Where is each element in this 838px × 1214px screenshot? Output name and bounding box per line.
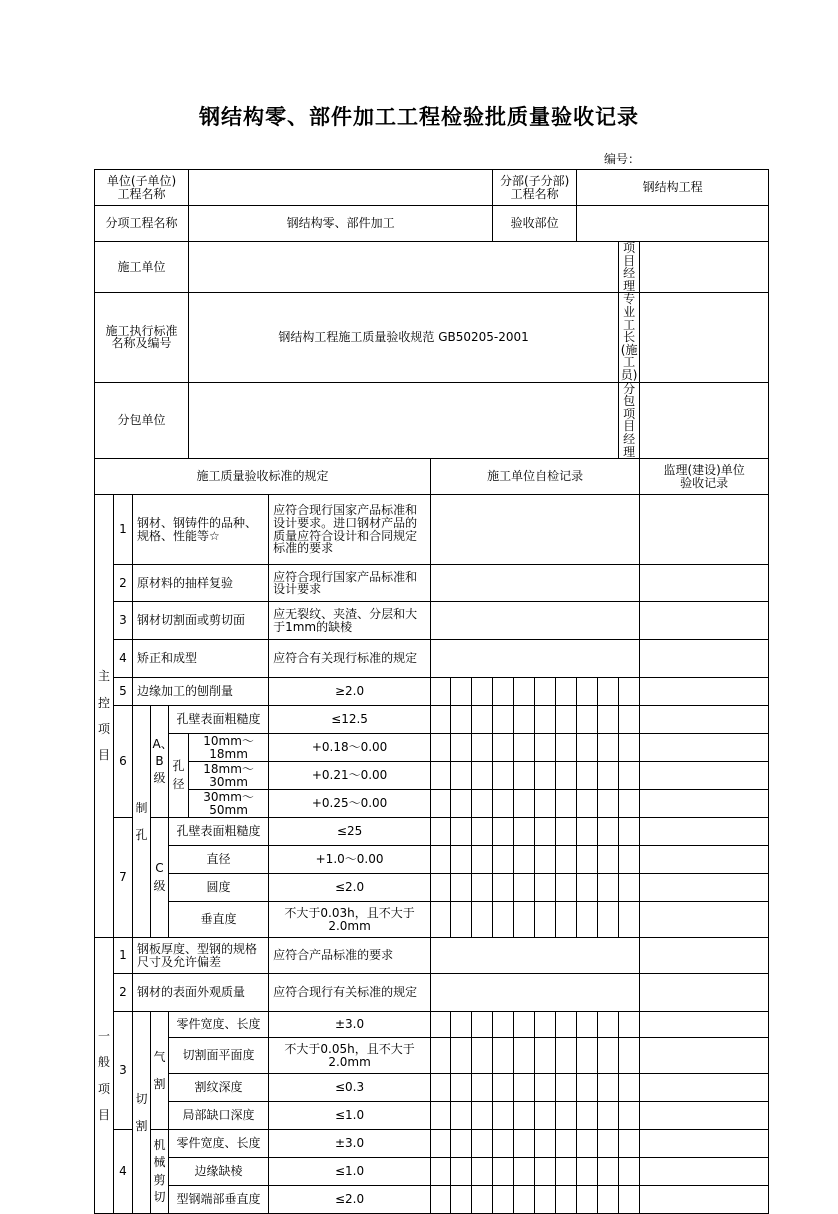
measure-cell: [577, 762, 598, 790]
measure-cell: [514, 1102, 535, 1130]
main-item-name: 边缘加工的刨削量: [133, 678, 269, 706]
main-item-no: 5: [114, 678, 133, 706]
main-item-no: 2: [114, 565, 133, 602]
cut-subitem-name: 型钢端部垂直度: [169, 1186, 269, 1214]
measure-cell: [535, 1158, 556, 1186]
measure-cell: [619, 1130, 640, 1158]
measure-cell: [431, 734, 451, 762]
measure-cell: [472, 790, 493, 818]
measure-cell: [598, 818, 619, 846]
measure-cell: [493, 1186, 514, 1214]
measure-cell: [598, 1012, 619, 1038]
hole-subitem-requirement: ≤12.5: [269, 706, 431, 734]
general-item-no: 3: [114, 1012, 133, 1130]
measure-cell: [577, 790, 598, 818]
measure-cell: [556, 1012, 577, 1038]
measure-cell: [535, 678, 556, 706]
measure-cell: [472, 1074, 493, 1102]
measure-cell: [577, 734, 598, 762]
hole-subitem-requirement: 不大于0.03h，且不大于2.0mm: [269, 902, 431, 938]
cutting-label: 切割: [133, 1012, 151, 1214]
measure-cell: [451, 1074, 472, 1102]
main-control-group-label: 主控项目: [95, 495, 114, 938]
measure-cell: [431, 1130, 451, 1158]
general-group-label: 一般项目: [95, 938, 114, 1214]
measure-cell: [619, 818, 640, 846]
general-item-requirement: 应符合现行有关标准的规定: [269, 974, 431, 1012]
measure-cell: [577, 1102, 598, 1130]
measure-cell: [598, 874, 619, 902]
measure-cell: [556, 762, 577, 790]
measure-cell: [472, 1130, 493, 1158]
supervisor-cell: [640, 640, 769, 678]
self-check-cell: [431, 565, 640, 602]
measure-cell: [493, 790, 514, 818]
supervisor-cell: [640, 846, 769, 874]
measure-cell: [431, 846, 451, 874]
measure-cell: [431, 1038, 451, 1074]
measure-cell: [598, 706, 619, 734]
measure-cell: [598, 790, 619, 818]
cut-subitem-requirement: ±3.0: [269, 1012, 431, 1038]
measure-cell: [514, 874, 535, 902]
measure-cell: [598, 1158, 619, 1186]
hole-subitem-name: 直径: [169, 846, 269, 874]
measure-cell: [619, 1158, 640, 1186]
measure-cell: [493, 762, 514, 790]
measure-cell: [577, 678, 598, 706]
measure-cell: [472, 1186, 493, 1214]
project-manager-label: 项目经理: [619, 242, 640, 293]
measure-cell: [577, 706, 598, 734]
supervisor-cell: [640, 1186, 769, 1214]
supervisor-cell: [640, 790, 769, 818]
measure-cell: [514, 818, 535, 846]
measure-cell: [619, 734, 640, 762]
measure-cell: [619, 790, 640, 818]
main-item-name: 钢材、钢铸件的品种、规格、性能等☆: [133, 495, 269, 565]
cut-subitem-name: 零件宽度、长度: [169, 1012, 269, 1038]
measure-cell: [472, 1102, 493, 1130]
accept-part-value: [577, 206, 769, 242]
measure-cell: [577, 1158, 598, 1186]
main-item-requirement: ≥2.0: [269, 678, 431, 706]
mechanical-shear-label: 机械剪切: [151, 1130, 169, 1214]
measure-cell: [535, 1074, 556, 1102]
cut-subitem-name: 局部缺口深度: [169, 1102, 269, 1130]
measure-cell: [619, 1038, 640, 1074]
hole-subitem-requirement: ≤2.0: [269, 874, 431, 902]
measure-cell: [556, 1130, 577, 1158]
measure-cell: [451, 874, 472, 902]
measure-cell: [577, 1038, 598, 1074]
main-item-no: 4: [114, 640, 133, 678]
supervisor-cell: [640, 818, 769, 846]
measure-cell: [577, 1186, 598, 1214]
measure-cell: [535, 874, 556, 902]
measure-cell: [472, 734, 493, 762]
hole-subitem-requirement: +0.21～0.00: [269, 762, 431, 790]
measure-cell: [619, 1186, 640, 1214]
measure-cell: [577, 874, 598, 902]
measure-cell: [598, 734, 619, 762]
supervisor-cell: [640, 874, 769, 902]
hole-subitem-name: 孔壁表面粗糙度: [169, 818, 269, 846]
general-item-no: 4: [114, 1130, 133, 1214]
cut-subitem-requirement: ≤0.3: [269, 1074, 431, 1102]
measure-cell: [472, 874, 493, 902]
measure-cell: [493, 678, 514, 706]
measure-cell: [451, 1102, 472, 1130]
measure-cell: [472, 846, 493, 874]
measure-cell: [619, 1074, 640, 1102]
self-check-cell: [431, 938, 640, 974]
measure-cell: [598, 1102, 619, 1130]
measure-cell: [535, 846, 556, 874]
measure-cell: [514, 734, 535, 762]
supervisor-cell: [640, 602, 769, 640]
measure-cell: [514, 762, 535, 790]
supervisor-cell: [640, 1038, 769, 1074]
main-item-no: 1: [114, 495, 133, 565]
measure-cell: [535, 790, 556, 818]
project-manager-value: [640, 242, 769, 293]
c-grade-label: C级: [151, 818, 169, 938]
unit-name-value: [189, 170, 493, 206]
sub-pm-label: 分 包 项目经理: [619, 382, 640, 459]
measure-cell: [472, 1012, 493, 1038]
measure-cell: [493, 818, 514, 846]
hole-making-label: 制孔: [133, 706, 151, 938]
measure-cell: [619, 846, 640, 874]
item-name-value: 钢结构零、部件加工: [189, 206, 493, 242]
measure-cell: [431, 1186, 451, 1214]
measure-cell: [598, 1130, 619, 1158]
standard-value: 钢结构工程施工质量验收规范 GB50205-2001: [189, 293, 619, 382]
supervisor-cell: [640, 1158, 769, 1186]
cut-subitem-name: 切割面平面度: [169, 1038, 269, 1074]
standard-label: 施工执行标准 名称及编号: [95, 293, 189, 382]
measure-cell: [535, 1186, 556, 1214]
measure-cell: [451, 1038, 472, 1074]
measure-cell: [431, 902, 451, 938]
main-item-no: 3: [114, 602, 133, 640]
measure-cell: [598, 678, 619, 706]
measure-cell: [598, 846, 619, 874]
measure-cell: [493, 706, 514, 734]
measure-cell: [514, 790, 535, 818]
measure-cell: [472, 762, 493, 790]
measure-cell: [472, 902, 493, 938]
measure-cell: [451, 790, 472, 818]
main-item-requirement: 应符合有关现行标准的规定: [269, 640, 431, 678]
standard-column-header: 施工质量验收标准的规定: [95, 459, 431, 495]
supervisor-cell: [640, 1012, 769, 1038]
main-item-name: 原材料的抽样复验: [133, 565, 269, 602]
subdivision-label: 分部(子分部) 工程名称: [493, 170, 577, 206]
self-check-cell: [431, 602, 640, 640]
measure-cell: [431, 706, 451, 734]
supervisor-cell: [640, 938, 769, 974]
measure-cell: [451, 1012, 472, 1038]
supervisor-cell: [640, 734, 769, 762]
general-item-requirement: 应符合产品标准的要求: [269, 938, 431, 974]
measure-cell: [451, 706, 472, 734]
subcontractor-label: 分包单位: [95, 382, 189, 459]
measure-cell: [472, 1158, 493, 1186]
self-check-cell: [431, 974, 640, 1012]
measure-cell: [472, 818, 493, 846]
measure-cell: [472, 706, 493, 734]
measure-cell: [514, 1130, 535, 1158]
measure-cell: [619, 678, 640, 706]
measure-cell: [598, 762, 619, 790]
hole-subitem-requirement: +1.0～0.00: [269, 846, 431, 874]
measure-cell: [451, 1186, 472, 1214]
measure-cell: [577, 1012, 598, 1038]
general-item-no: 2: [114, 974, 133, 1012]
measure-cell: [619, 1012, 640, 1038]
measure-cell: [535, 1038, 556, 1074]
cut-subitem-name: 零件宽度、长度: [169, 1130, 269, 1158]
measure-cell: [556, 818, 577, 846]
hole-subitem-name: 孔壁表面粗糙度: [169, 706, 269, 734]
measure-cell: [598, 1186, 619, 1214]
measure-cell: [451, 678, 472, 706]
measure-cell: [514, 1038, 535, 1074]
cut-subitem-requirement: 不大于0.05h，且不大于2.0mm: [269, 1038, 431, 1074]
measure-cell: [598, 902, 619, 938]
measure-cell: [431, 1158, 451, 1186]
hole-subitem-requirement: +0.18～0.00: [269, 734, 431, 762]
self-check-cell: [431, 640, 640, 678]
measure-cell: [598, 1038, 619, 1074]
measure-cell: [514, 706, 535, 734]
accept-part-label: 验收部位: [493, 206, 577, 242]
measure-cell: [451, 1158, 472, 1186]
measure-cell: [514, 1158, 535, 1186]
measure-cell: [577, 818, 598, 846]
general-item-name: 钢板厚度、型钢的规格尺寸及允许偏差: [133, 938, 269, 974]
supervisor-cell: [640, 762, 769, 790]
measure-cell: [431, 1102, 451, 1130]
measure-cell: [577, 902, 598, 938]
measure-cell: [431, 1012, 451, 1038]
measure-cell: [556, 846, 577, 874]
measure-cell: [556, 1074, 577, 1102]
foreman-value: [640, 293, 769, 382]
general-item-name: 钢材的表面外观质量: [133, 974, 269, 1012]
measure-cell: [535, 1102, 556, 1130]
cut-subitem-name: 边缘缺棱: [169, 1158, 269, 1186]
measure-cell: [493, 1158, 514, 1186]
measure-cell: [493, 1102, 514, 1130]
supervisor-cell: [640, 974, 769, 1012]
measure-cell: [451, 762, 472, 790]
measure-cell: [451, 902, 472, 938]
measure-cell: [619, 874, 640, 902]
measure-cell: [451, 1130, 472, 1158]
ab-grade-label: A、B级: [151, 706, 169, 818]
main-item-requirement: 应无裂纹、夹渣、分层和大于1mm的缺棱: [269, 602, 431, 640]
measure-cell: [556, 1038, 577, 1074]
measure-cell: [514, 1074, 535, 1102]
item-name-label: 分项工程名称: [95, 206, 189, 242]
main-item-requirement: 应符合现行国家产品标准和设计要求: [269, 565, 431, 602]
subdivision-value: 钢结构工程: [577, 170, 769, 206]
cut-subitem-requirement: ≤1.0: [269, 1102, 431, 1130]
measure-cell: [451, 846, 472, 874]
supervisor-cell: [640, 1074, 769, 1102]
measure-cell: [493, 734, 514, 762]
hole-subitem-requirement: ≤25: [269, 818, 431, 846]
measure-cell: [472, 1038, 493, 1074]
measure-cell: [577, 846, 598, 874]
measure-cell: [431, 790, 451, 818]
construction-unit-value: [189, 242, 619, 293]
supervisor-cell: [640, 706, 769, 734]
measure-cell: [493, 1038, 514, 1074]
sub-pm-value: [640, 382, 769, 459]
measure-cell: [556, 1186, 577, 1214]
construction-unit-label: 施工单位: [95, 242, 189, 293]
main-item-requirement: 应符合现行国家产品标准和设计要求。进口钢材产品的质量应符合设计和合同规定标准的要求: [269, 495, 431, 565]
measure-cell: [472, 678, 493, 706]
measure-cell: [431, 762, 451, 790]
measure-cell: [535, 818, 556, 846]
measure-cell: [535, 706, 556, 734]
measure-cell: [556, 874, 577, 902]
self-check-column-header: 施工单位自检记录: [431, 459, 640, 495]
measure-cell: [619, 762, 640, 790]
measure-cell: [556, 1158, 577, 1186]
cut-subitem-requirement: ≤2.0: [269, 1186, 431, 1214]
measure-cell: [535, 734, 556, 762]
measure-cell: [431, 678, 451, 706]
measure-cell: [431, 874, 451, 902]
inspection-record-table: [94, 169, 769, 1214]
measure-cell: [556, 790, 577, 818]
main-item-no: 7: [114, 818, 133, 938]
measure-cell: [556, 1102, 577, 1130]
measure-cell: [514, 1012, 535, 1038]
measure-cell: [493, 1074, 514, 1102]
measure-cell: [619, 1102, 640, 1130]
supervisor-column-header: 监理(建设)单位 验收记录: [640, 459, 769, 495]
supervisor-cell: [640, 678, 769, 706]
measure-cell: [493, 1012, 514, 1038]
hole-subitem-name: 18mm～30mm: [189, 762, 269, 790]
measure-cell: [514, 846, 535, 874]
measure-cell: [431, 1074, 451, 1102]
self-check-cell: [431, 495, 640, 565]
main-item-name: 矫正和成型: [133, 640, 269, 678]
hole-subitem-name: 垂直度: [169, 902, 269, 938]
cut-subitem-requirement: ±3.0: [269, 1130, 431, 1158]
foreman-label: 专业工长 (施工员): [619, 293, 640, 382]
measure-cell: [514, 678, 535, 706]
hole-subitem-requirement: +0.25～0.00: [269, 790, 431, 818]
measure-cell: [556, 902, 577, 938]
hole-subitem-name: 圆度: [169, 874, 269, 902]
cut-subitem-requirement: ≤1.0: [269, 1158, 431, 1186]
unit-name-label: 单位(子单位) 工程名称: [95, 170, 189, 206]
measure-cell: [577, 1074, 598, 1102]
general-item-no: 1: [114, 938, 133, 974]
page-title: 钢结构零、部件加工工程检验批质量验收记录: [199, 105, 639, 129]
measure-cell: [556, 734, 577, 762]
supervisor-cell: [640, 1102, 769, 1130]
aperture-label: 孔径: [169, 734, 189, 818]
main-item-no: 6: [114, 706, 133, 818]
cut-subitem-name: 割纹深度: [169, 1074, 269, 1102]
measure-cell: [493, 874, 514, 902]
hole-subitem-name: 30mm～50mm: [189, 790, 269, 818]
subcontractor-value: [189, 382, 619, 459]
measure-cell: [535, 1130, 556, 1158]
measure-cell: [619, 902, 640, 938]
measure-cell: [493, 902, 514, 938]
measure-cell: [556, 706, 577, 734]
measure-cell: [535, 1012, 556, 1038]
supervisor-cell: [640, 565, 769, 602]
supervisor-cell: [640, 902, 769, 938]
measure-cell: [493, 846, 514, 874]
measure-cell: [535, 762, 556, 790]
measure-cell: [598, 1074, 619, 1102]
gas-cutting-label: 气割: [151, 1012, 169, 1130]
main-item-name: 钢材切割面或剪切面: [133, 602, 269, 640]
hole-subitem-name: 10mm～18mm: [189, 734, 269, 762]
supervisor-cell: [640, 1130, 769, 1158]
measure-cell: [493, 1130, 514, 1158]
measure-cell: [451, 818, 472, 846]
measure-cell: [577, 1130, 598, 1158]
measure-cell: [514, 902, 535, 938]
measure-cell: [431, 818, 451, 846]
measure-cell: [514, 1186, 535, 1214]
supervisor-cell: [640, 495, 769, 565]
measure-cell: [556, 678, 577, 706]
measure-cell: [535, 902, 556, 938]
measure-cell: [619, 706, 640, 734]
measure-cell: [451, 734, 472, 762]
doc-number-label: 编号：: [604, 152, 641, 166]
